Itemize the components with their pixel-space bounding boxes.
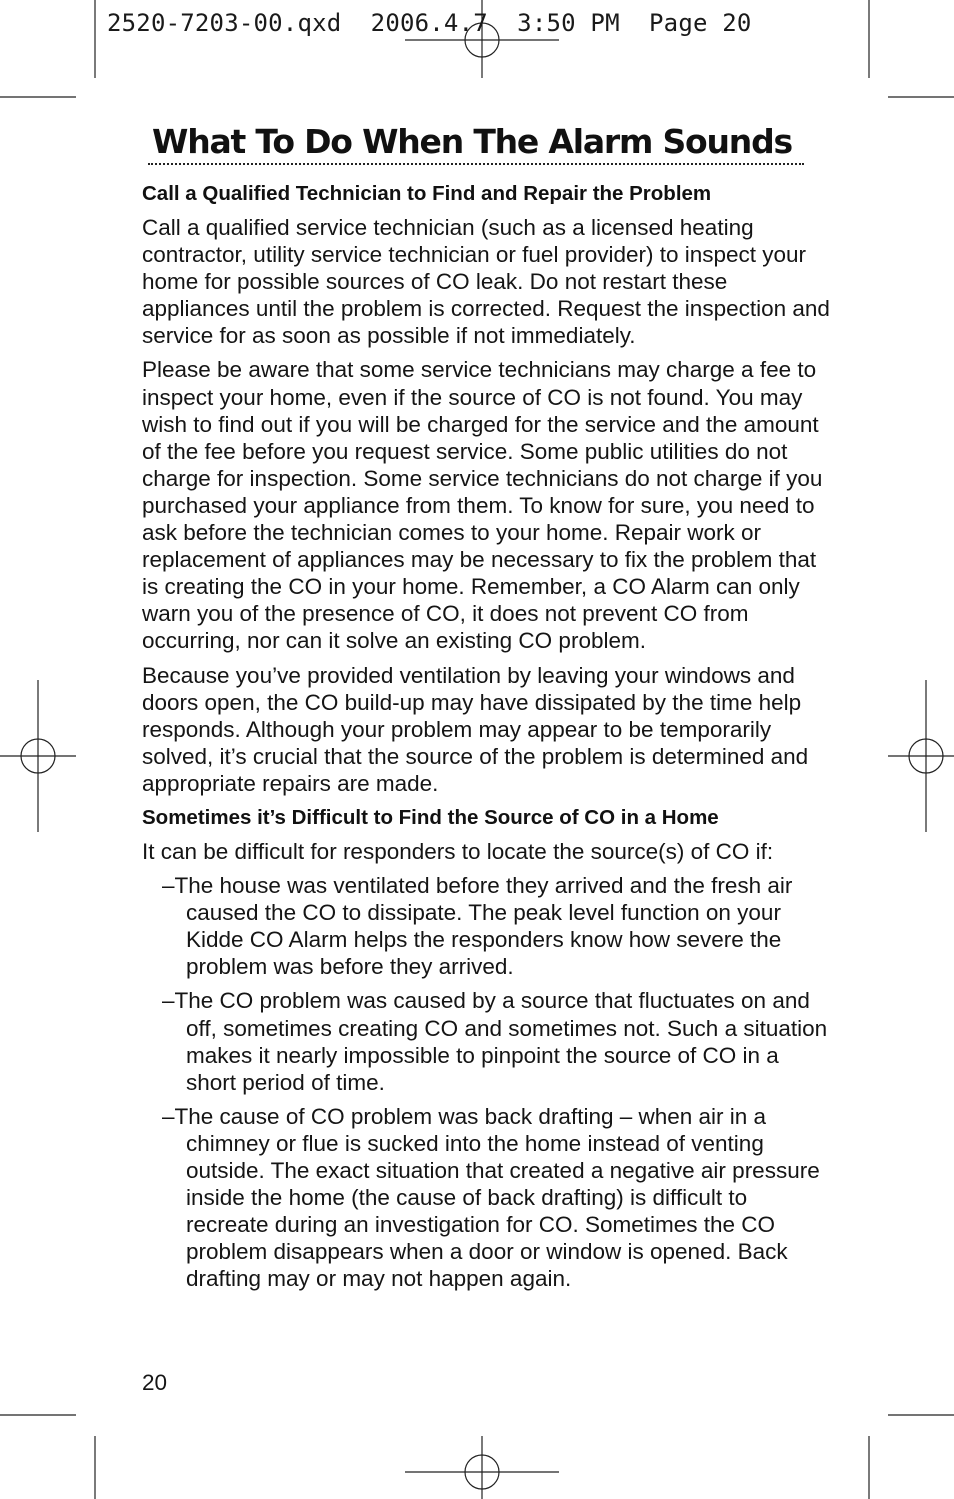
registration-target-bottom [405, 1436, 559, 1499]
print-slug-line: 2520-7203-00.qxd 2006.4.7 3:50 PM Page 20 [107, 9, 752, 37]
list-item: –The CO problem was caused by a source that fluctuates on and off, sometimes creating CO and sometimes not. Such a situation makes it nearly impossible to pinpoint the source of CO in a short period of time. [162, 988, 828, 1095]
bullet-list [142, 872, 832, 1292]
registration-target-left [0, 680, 76, 832]
page-body [142, 178, 832, 1299]
title-dotted-rule [148, 163, 804, 165]
page-number: 20 [142, 1370, 168, 1395]
registration-target-right [888, 680, 954, 832]
section-heading: Call a Qualified Technician to Find and Repair the Problem [142, 182, 712, 205]
paragraph: Call a qualified service technician (such as a licensed heating contractor, utility service technician or fuel provider) to inspect your home for possible sources of CO leak. Do not restart these appliances until the problem is corrected. Request the inspection and service for as soon as possible if not immediately. [142, 215, 830, 349]
page-title: What To Do When The Alarm Sounds [152, 122, 792, 161]
list-item: –The cause of CO problem was back drafting – when air in a chimney or flue is sucked into the home instead of venting outside. The exact situation that created a negative air pressure inside the home (the cause of back drafting) is difficult to recreate during an investigation for CO. Sometimes the CO problem disappears when a door or window is opened. Back drafting may or may not happen again. [162, 1103, 820, 1292]
section-heading: Sometimes it’s Difficult to Find the Source of CO in a Home [142, 805, 719, 829]
paragraph: It can be difficult for responders to locate the source(s) of CO if: [142, 838, 774, 864]
list-item: –The house was ventilated before they arrived and the fresh air caused the CO to dissipate. The peak level function on your Kidde CO Alarm helps the responders know how severe the problem was before they arrived. [162, 873, 793, 980]
paragraph: Please be aware that some service technicians may charge a fee to inspect your home, even if the source of CO is not found. You may wish to find out if you will be charged for the service and the amount of the fee before you request service. Some public utilities do not charge for inspection. Some service technicians do not charge if you purchased your appliance from them. To know for sure, you need to ask before the technician comes to your home. Repair work or replacement of appliances may be necessary to fix the problem that is creating the CO in your home. Remember, a CO Alarm can only warn you of the presence of CO, it does not prevent CO from occurring, nor can it solve an existing CO problem. [142, 357, 823, 654]
paragraph: Because you’ve provided ventilation by leaving your windows and doors open, the CO build-up may have dissipated by the time help responds. Although your problem may appear to be temporarily solved, it’s crucial that the source of the problem is determined and appropriate repairs are made. [142, 662, 809, 796]
